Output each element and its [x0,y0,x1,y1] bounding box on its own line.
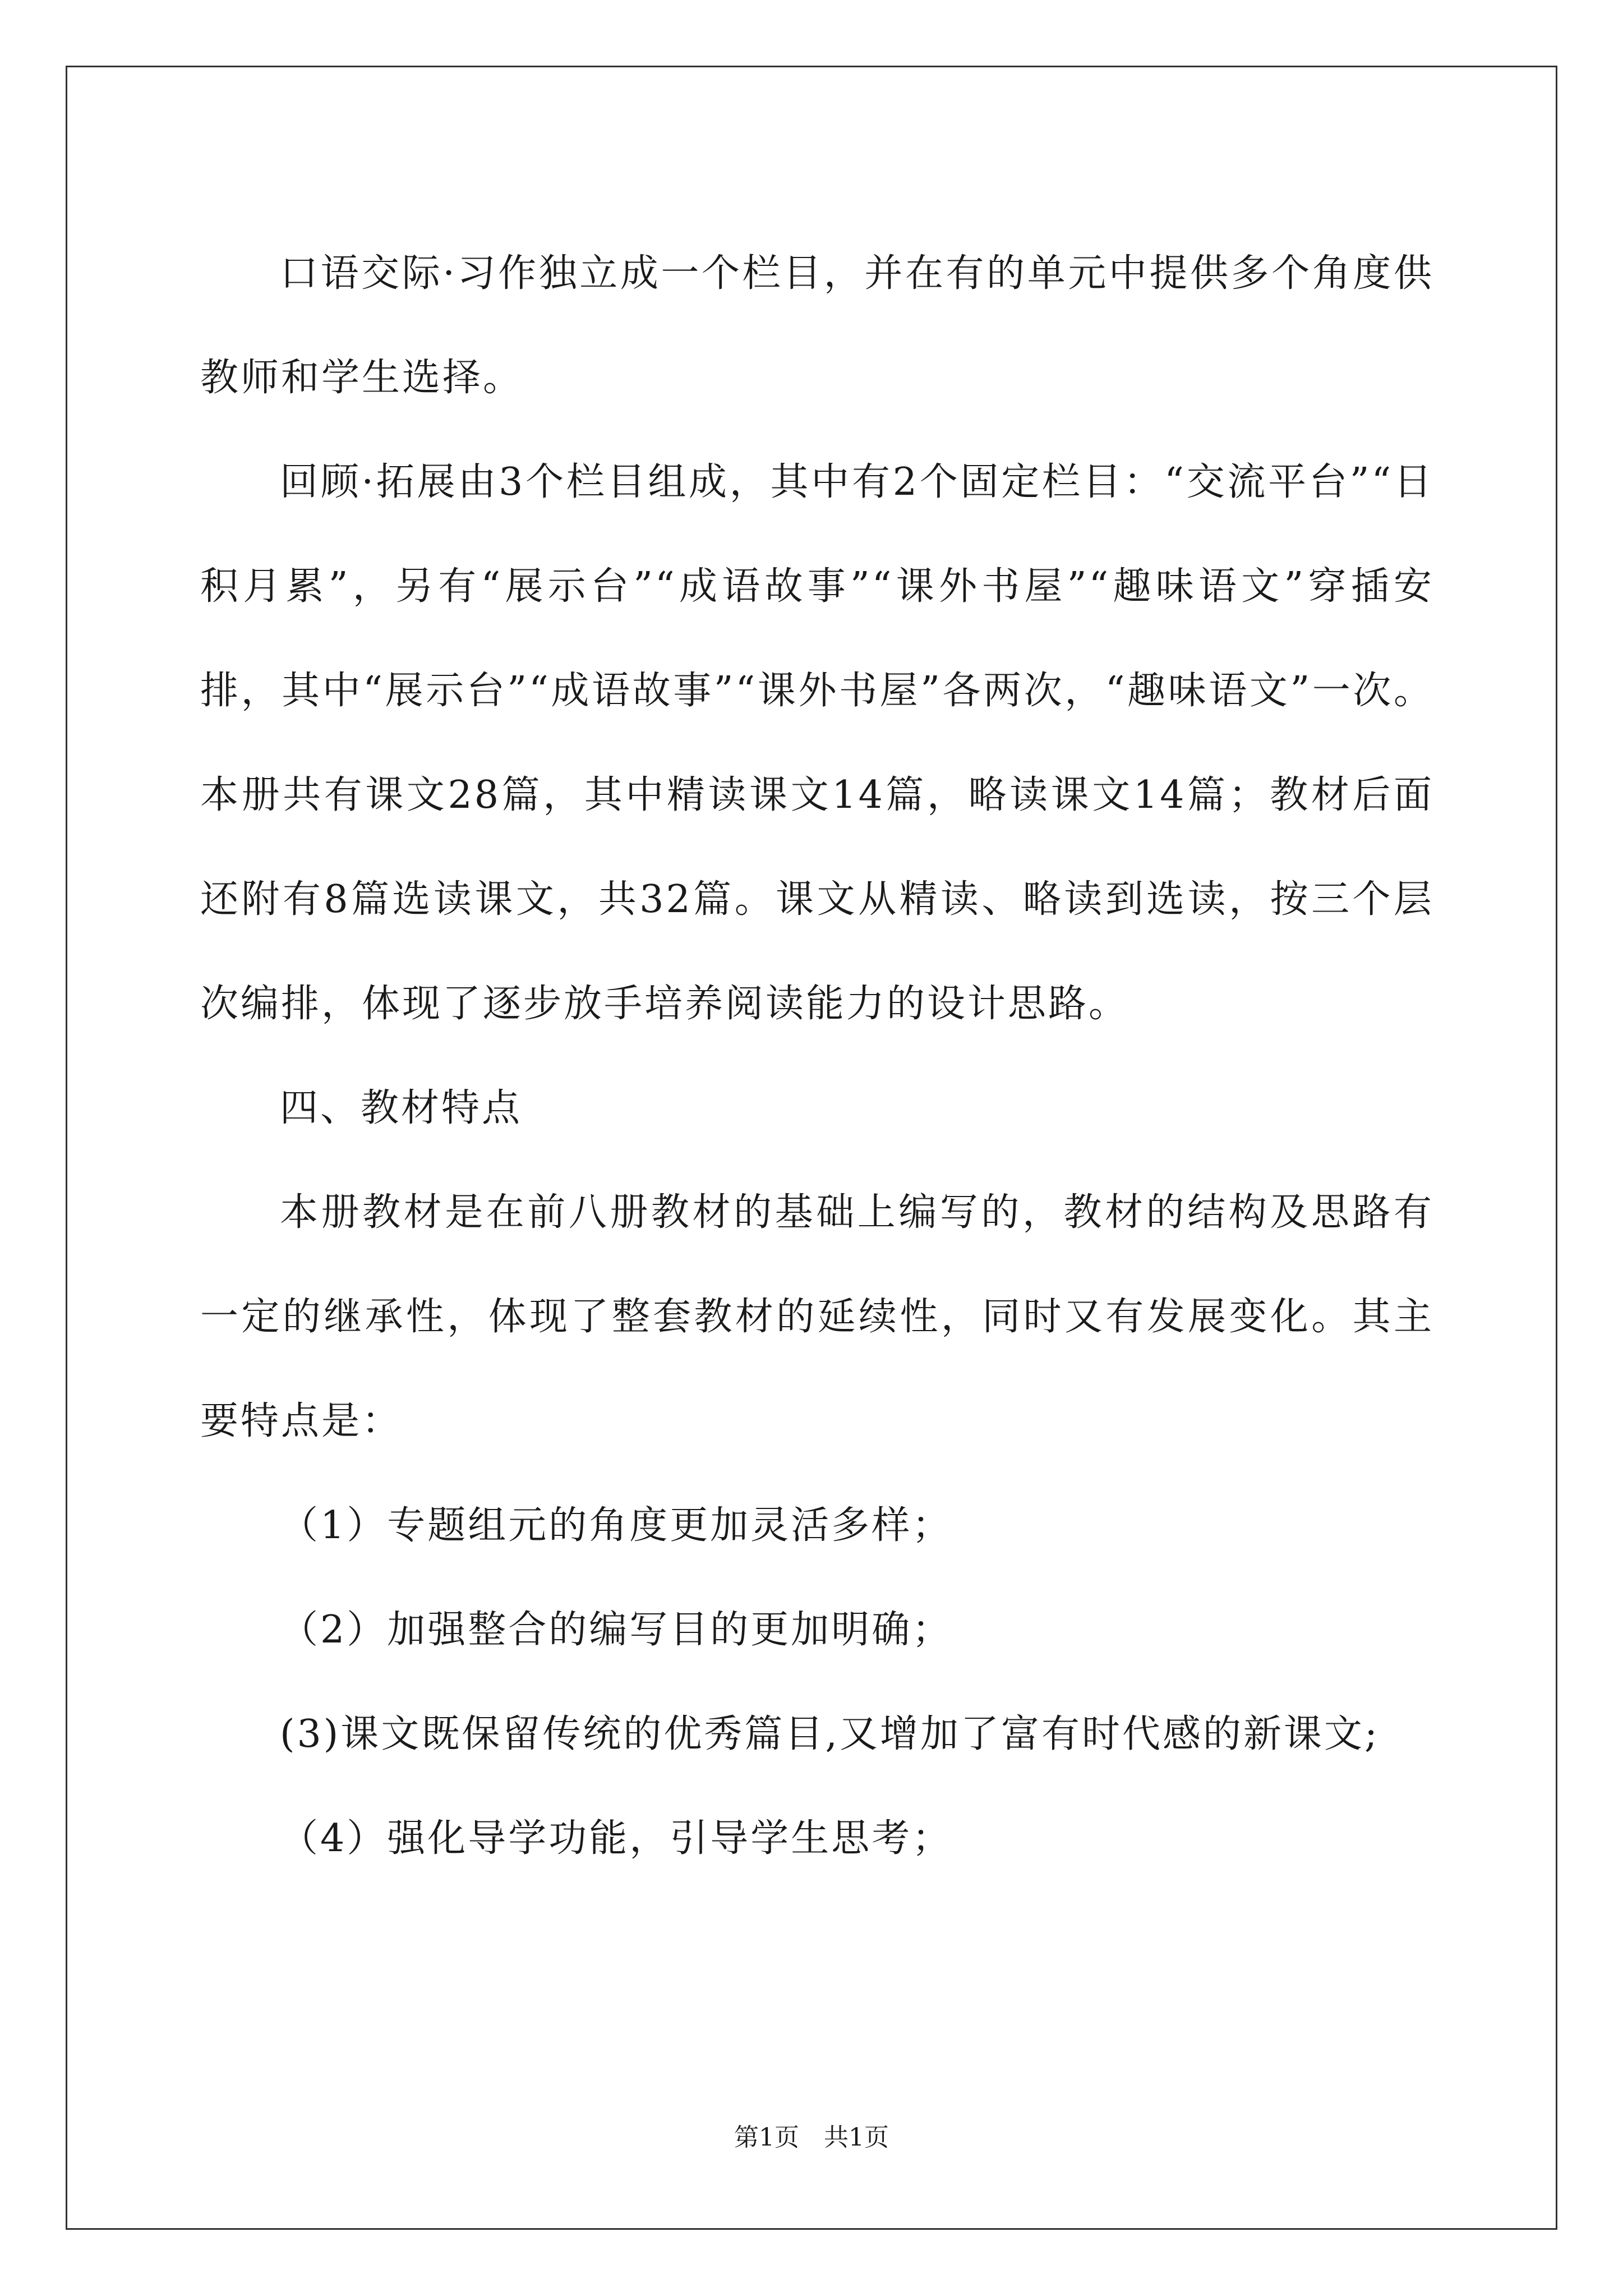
paragraph-textbook-overview: 本册教材是在前八册教材的基础上编写的，教材的结构及思路有一定的继承性，体现了整套教材的延续性，同时又有发展变化。其主要特点是： [200,1190,1434,1443]
paragraph-review-extension: 回顾·拓展由3个栏目组成，其中有2个固定栏目：“交流平台”“日积月累”，另有“展示台”“成语故事”“课外书屋”“趣味语文”穿插安排，其中“展示台”“成语故事”“课外书屋”各两次，“趣味语文”一次。本册共有课文28篇，其中精读课文14篇，略读课文14篇；教材后面还附有8篇选读课文，共32篇。课文从精读、略读到选读，按三个层次编排，体现了逐步放手培养阅读能力的设计思路。 [200,460,1434,1026]
list-item-feature-4: （4）强化导学功能，引导学生思考； [280,1816,953,1861]
section-heading-textbook-features: 四、教材特点 [280,1086,523,1130]
list-item-feature-2: （2）加强整合的编写目的更加明确； [280,1608,953,1652]
document-body [200,222,1434,1891]
list-item-feature-1: （1）专题组元的角度更加灵活多样； [280,1503,953,1548]
paragraph-oral-writing: 口语交际·习作独立成一个栏目，并在有的单元中提供多个角度供教师和学生选择。 [200,251,1434,400]
page-number-footer: 第1页 共1页 [734,2123,889,2152]
list-item-feature-3: (3)课文既保留传统的优秀篇目,又增加了富有时代感的新课文; [280,1712,1380,1756]
